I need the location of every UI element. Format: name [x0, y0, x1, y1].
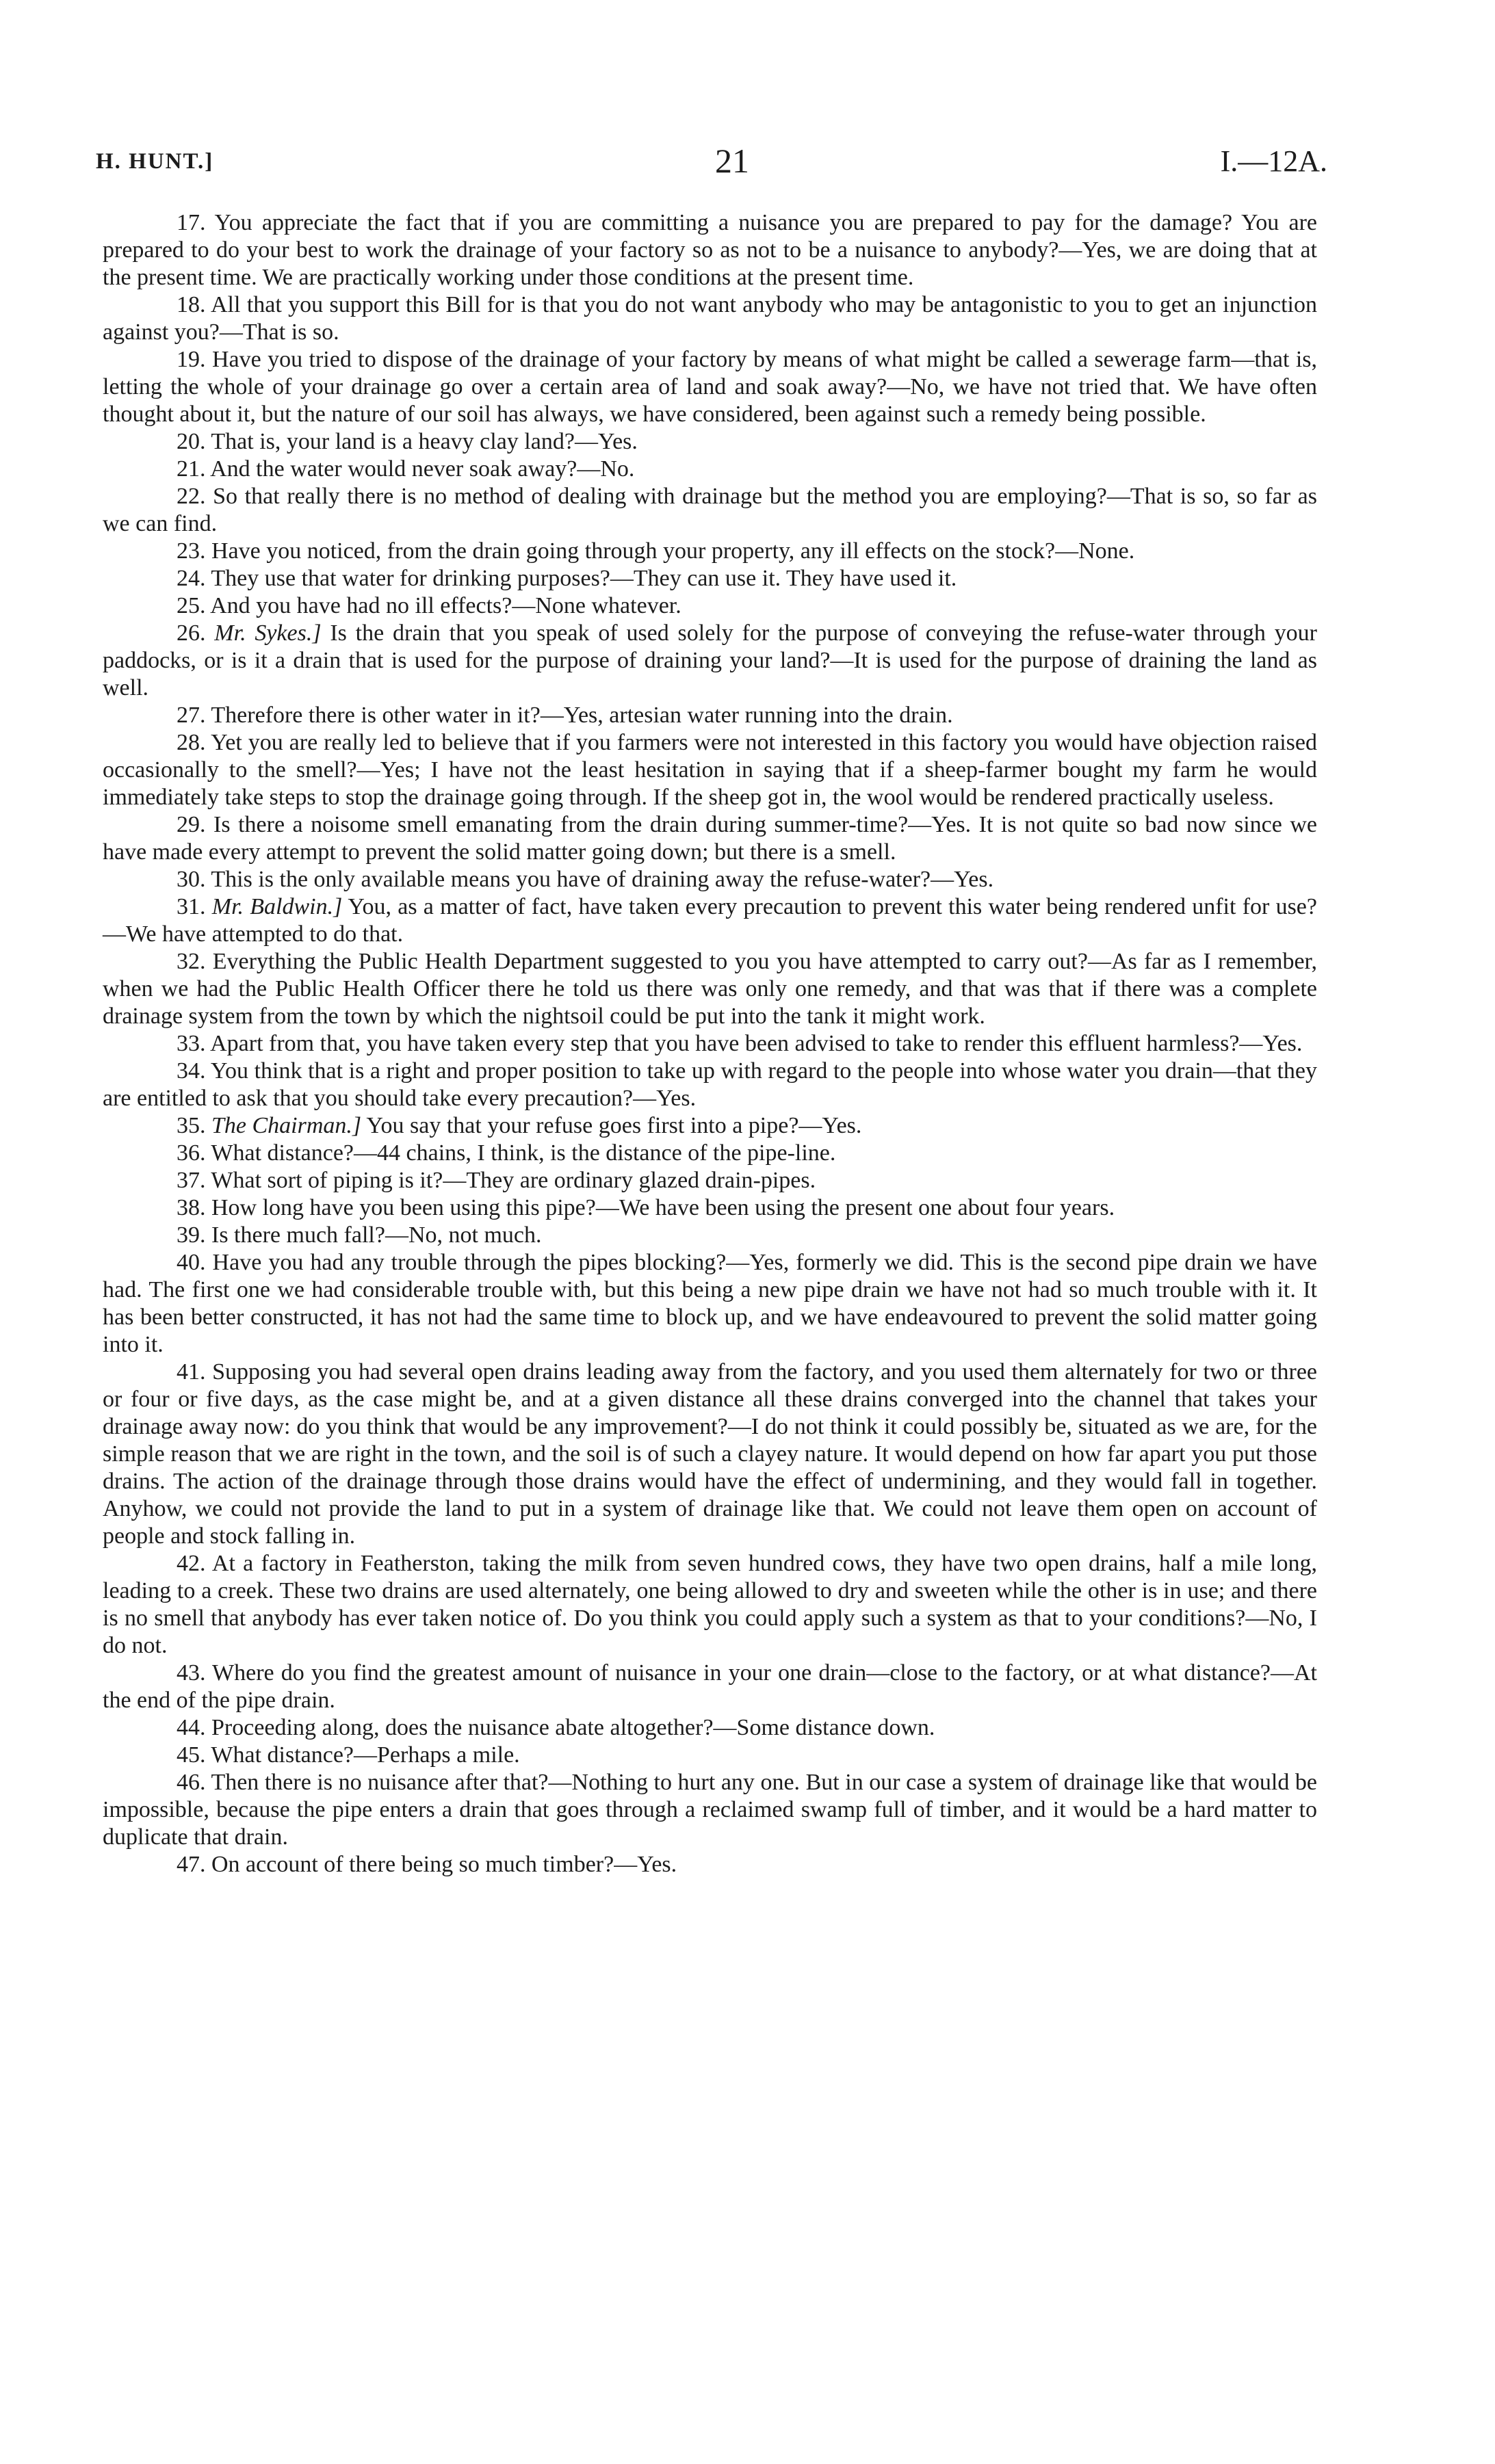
question-answer-text: Have you noticed, from the drain going through your property, any ill effects on the stock?—None.: [211, 538, 1135, 564]
question-answer-text: Everything the Public Health Department suggested to you you have attempted to carry out?—As far as I remember, when we had the Public Health Officer there he told us there was only one remedy, and that was that if there was a complete drainage system from the town by which the nightsoil could be put into the tank it might work.: [103, 949, 1317, 1029]
header-witness-name: H. HUNT.]: [96, 149, 214, 174]
evidence-paragraph: [103, 428, 1317, 456]
question-number: 43.: [177, 1660, 206, 1686]
question-number: 32.: [177, 949, 206, 974]
question-answer-text: You say that your refuse goes first into a pipe?—Yes.: [366, 1113, 862, 1138]
evidence-paragraph: [103, 346, 1317, 428]
evidence-paragraph: [103, 1194, 1317, 1222]
question-answer-text: You, as a matter of fact, have taken every precaution to prevent this water being rendered unfit for use?—We have attempted to do that.: [103, 894, 1317, 947]
question-number: 41.: [177, 1359, 206, 1385]
evidence-paragraph: [103, 1769, 1317, 1851]
evidence-paragraph: [103, 948, 1317, 1030]
question-number: 37.: [177, 1168, 206, 1193]
question-number: 25.: [177, 593, 206, 618]
question-answer-text: What distance?—44 chains, I think, is the distance of the pipe-line.: [211, 1140, 836, 1166]
question-number: 36.: [177, 1140, 206, 1166]
evidence-paragraph: [103, 620, 1317, 702]
page-number: 21: [715, 142, 749, 180]
question-number: 29.: [177, 812, 206, 837]
question-number: 46.: [177, 1770, 206, 1795]
evidence-paragraph: [103, 1550, 1317, 1660]
evidence-paragraph: [103, 1167, 1317, 1194]
question-answer-text: So that really there is no method of dealing with drainage but the method you are employing?—That is so, so far as we can find.: [103, 484, 1317, 536]
evidence-paragraph: [103, 1660, 1317, 1714]
question-number: 47.: [177, 1852, 206, 1877]
question-number: 22.: [177, 484, 206, 509]
question-answer-text: You think that is a right and proper position to take up with regard to the people into whose water you drain—that they are entitled to ask that you should take every precaution?—Yes.: [103, 1058, 1317, 1111]
evidence-paragraph: [103, 1742, 1317, 1769]
speaker-name: Mr. Baldwin.]: [211, 894, 343, 919]
question-number: 23.: [177, 538, 206, 564]
evidence-paragraph: [103, 729, 1317, 811]
question-answer-text: All that you support this Bill for is that you do not want anybody who may be antagonistic to you to get an injunction against you?—That is so.: [103, 292, 1317, 345]
question-answer-text: And the water would never soak away?—No.: [210, 456, 635, 482]
evidence-body: [103, 209, 1317, 1878]
question-number: 28.: [177, 730, 206, 755]
question-answer-text: What distance?—Perhaps a mile.: [211, 1742, 520, 1768]
evidence-paragraph: [103, 702, 1317, 729]
evidence-paragraph: [103, 1359, 1317, 1550]
question-answer-text: Where do you find the greatest amount of nuisance in your one drain—close to the factory, or at what distance?—At the end of the pipe drain.: [103, 1660, 1317, 1713]
evidence-paragraph: [103, 291, 1317, 346]
evidence-paragraph: [103, 483, 1317, 538]
question-number: 21.: [177, 456, 206, 482]
question-answer-text: At a factory in Featherston, taking the milk from seven hundred cows, they have two open drains, half a mile long, leading to a creek. These two drains are used alternately, one being allowed to dry and sweeten while the other is in use; and there is no smell that anybody has ever taken notice of. Do you think you could apply such a system as that to your conditions?—No, I do not.: [103, 1551, 1317, 1658]
evidence-paragraph: [103, 1222, 1317, 1249]
question-number: 20.: [177, 429, 206, 454]
evidence-paragraph: [103, 1851, 1317, 1878]
question-number: 31.: [177, 894, 206, 919]
question-answer-text: They use that water for drinking purposes?—They can use it. They have used it.: [211, 566, 957, 591]
question-answer-text: Proceeding along, does the nuisance abate altogether?—Some distance down.: [211, 1715, 935, 1740]
evidence-paragraph: [103, 1714, 1317, 1742]
evidence-paragraph: [103, 1112, 1317, 1140]
question-number: 45.: [177, 1742, 206, 1768]
question-answer-text: Have you tried to dispose of the drainage of your factory by means of what might be called a sewerage farm—that is, letting the whole of your drainage go over a certain area of land and soak away?—No, we have not tried that. We have often thought about it, but the nature of our soil has always, we have considered, been against such a remedy being possible.: [103, 347, 1318, 427]
question-answer-text: Is the drain that you speak of used solely for the purpose of conveying the refuse-water through your paddocks, or is it a drain that is used for the purpose of draining your land?—It is used for the purpose of draining the land as well.: [103, 620, 1318, 700]
question-number: 35.: [177, 1113, 206, 1138]
question-number: 26.: [177, 620, 206, 646]
question-number: 40.: [177, 1250, 206, 1275]
evidence-paragraph: [103, 209, 1317, 291]
evidence-paragraph: [103, 456, 1317, 483]
evidence-paragraph: [103, 811, 1317, 866]
evidence-paragraph: [103, 1030, 1317, 1058]
evidence-paragraph: [103, 1140, 1317, 1167]
evidence-paragraph: [103, 592, 1317, 620]
speaker-name: The Chairman.]: [211, 1113, 362, 1138]
question-number: 27.: [177, 703, 206, 728]
question-number: 19.: [177, 347, 206, 372]
evidence-paragraph: [103, 565, 1317, 592]
question-number: 34.: [177, 1058, 206, 1084]
page-header: [96, 141, 1327, 182]
question-answer-text: Yet you are really led to believe that if you farmers were not interested in this factory you would have objection raised occasionally to the smell?—Yes; I have not the least hesitation in saying that if a sheep-farmer bought my farm he would immediately take steps to stop the drainage going through. If the sheep got in, the wool would be rendered practically useless.: [103, 730, 1317, 810]
question-number: 42.: [177, 1551, 206, 1576]
question-answer-text: Is there a noisome smell emanating from the drain during summer-time?—Yes. It is not quite so bad now since we have made every attempt to prevent the solid matter going down; but there is a smell.: [103, 812, 1318, 865]
question-answer-text: Have you had any trouble through the pipes blocking?—Yes, formerly we did. This is the second pipe drain we have had. The first one we had considerable trouble with, but this being a new pipe drain we have not had so much trouble with it. It has been better constructed, it has not had the same time to block up, and we have endeavoured to prevent the solid matter going into it.: [103, 1250, 1317, 1357]
question-answer-text: Therefore there is other water in it?—Yes, artesian water running into the drain.: [211, 703, 953, 728]
speaker-name: Mr. Sykes.]: [214, 620, 322, 646]
question-number: 24.: [177, 566, 206, 591]
evidence-paragraph: [103, 1058, 1317, 1112]
question-answer-text: That is, your land is a heavy clay land?—Yes.: [211, 429, 638, 454]
question-number: 39.: [177, 1222, 206, 1248]
question-number: 38.: [177, 1195, 206, 1220]
question-answer-text: On account of there being so much timber?—Yes.: [211, 1852, 677, 1877]
question-number: 18.: [177, 292, 206, 317]
question-number: 30.: [177, 867, 206, 892]
question-answer-text: Supposing you had several open drains leading away from the factory, and you used them alternately for two or three or four or five days, as the case might be, and at a given distance all these drains converged into the channel that takes your drainage away now: do you think that would be any improvement?—I do not think it could possibly be, situated as we are, for the simple reason that we are right in the town, and the soil is of such a clayey nature. It would depend on how far apart you put those drains. The action of the drainage through those drains would have the effect of undermining, and they would fall in together. Anyhow, we could not provide the land to put in a system of drainage like that. We could not leave them open on account of people and stock falling in.: [103, 1359, 1318, 1549]
evidence-paragraph: [103, 538, 1317, 565]
question-answer-text: Then there is no nuisance after that?—Nothing to hurt any one. But in our case a system of drainage like that would be impossible, because the pipe enters a drain that goes through a reclaimed swamp full of timber, and it would be a hard matter to duplicate that drain.: [103, 1770, 1317, 1850]
evidence-paragraph: [103, 893, 1317, 948]
question-answer-text: And you have had no ill effects?—None whatever.: [210, 593, 681, 618]
question-number: 44.: [177, 1715, 206, 1740]
paper-reference: I.—12A.: [1220, 144, 1327, 178]
evidence-paragraph: [103, 1249, 1317, 1359]
question-answer-text: This is the only available means you have of draining away the refuse-water?—Yes.: [211, 867, 994, 892]
question-number: 17.: [177, 210, 206, 235]
question-answer-text: How long have you been using this pipe?—We have been using the present one about four years.: [211, 1195, 1115, 1220]
question-number: 33.: [177, 1031, 206, 1056]
question-answer-text: You appreciate the fact that if you are committing a nuisance you are prepared to pay for the damage? You are prepared to do your best to work the drainage of your factory so as not to be a nuisance to anybody?—Yes, we are doing that at the present time. We are practically working under those conditions at the present time.: [103, 210, 1317, 290]
question-answer-text: Is there much fall?—No, not much.: [211, 1222, 542, 1248]
question-answer-text: Apart from that, you have taken every step that you have been advised to take to render this effluent harmless?—Yes.: [210, 1031, 1303, 1056]
evidence-paragraph: [103, 866, 1317, 893]
question-answer-text: What sort of piping is it?—They are ordinary glazed drain-pipes.: [211, 1168, 816, 1193]
